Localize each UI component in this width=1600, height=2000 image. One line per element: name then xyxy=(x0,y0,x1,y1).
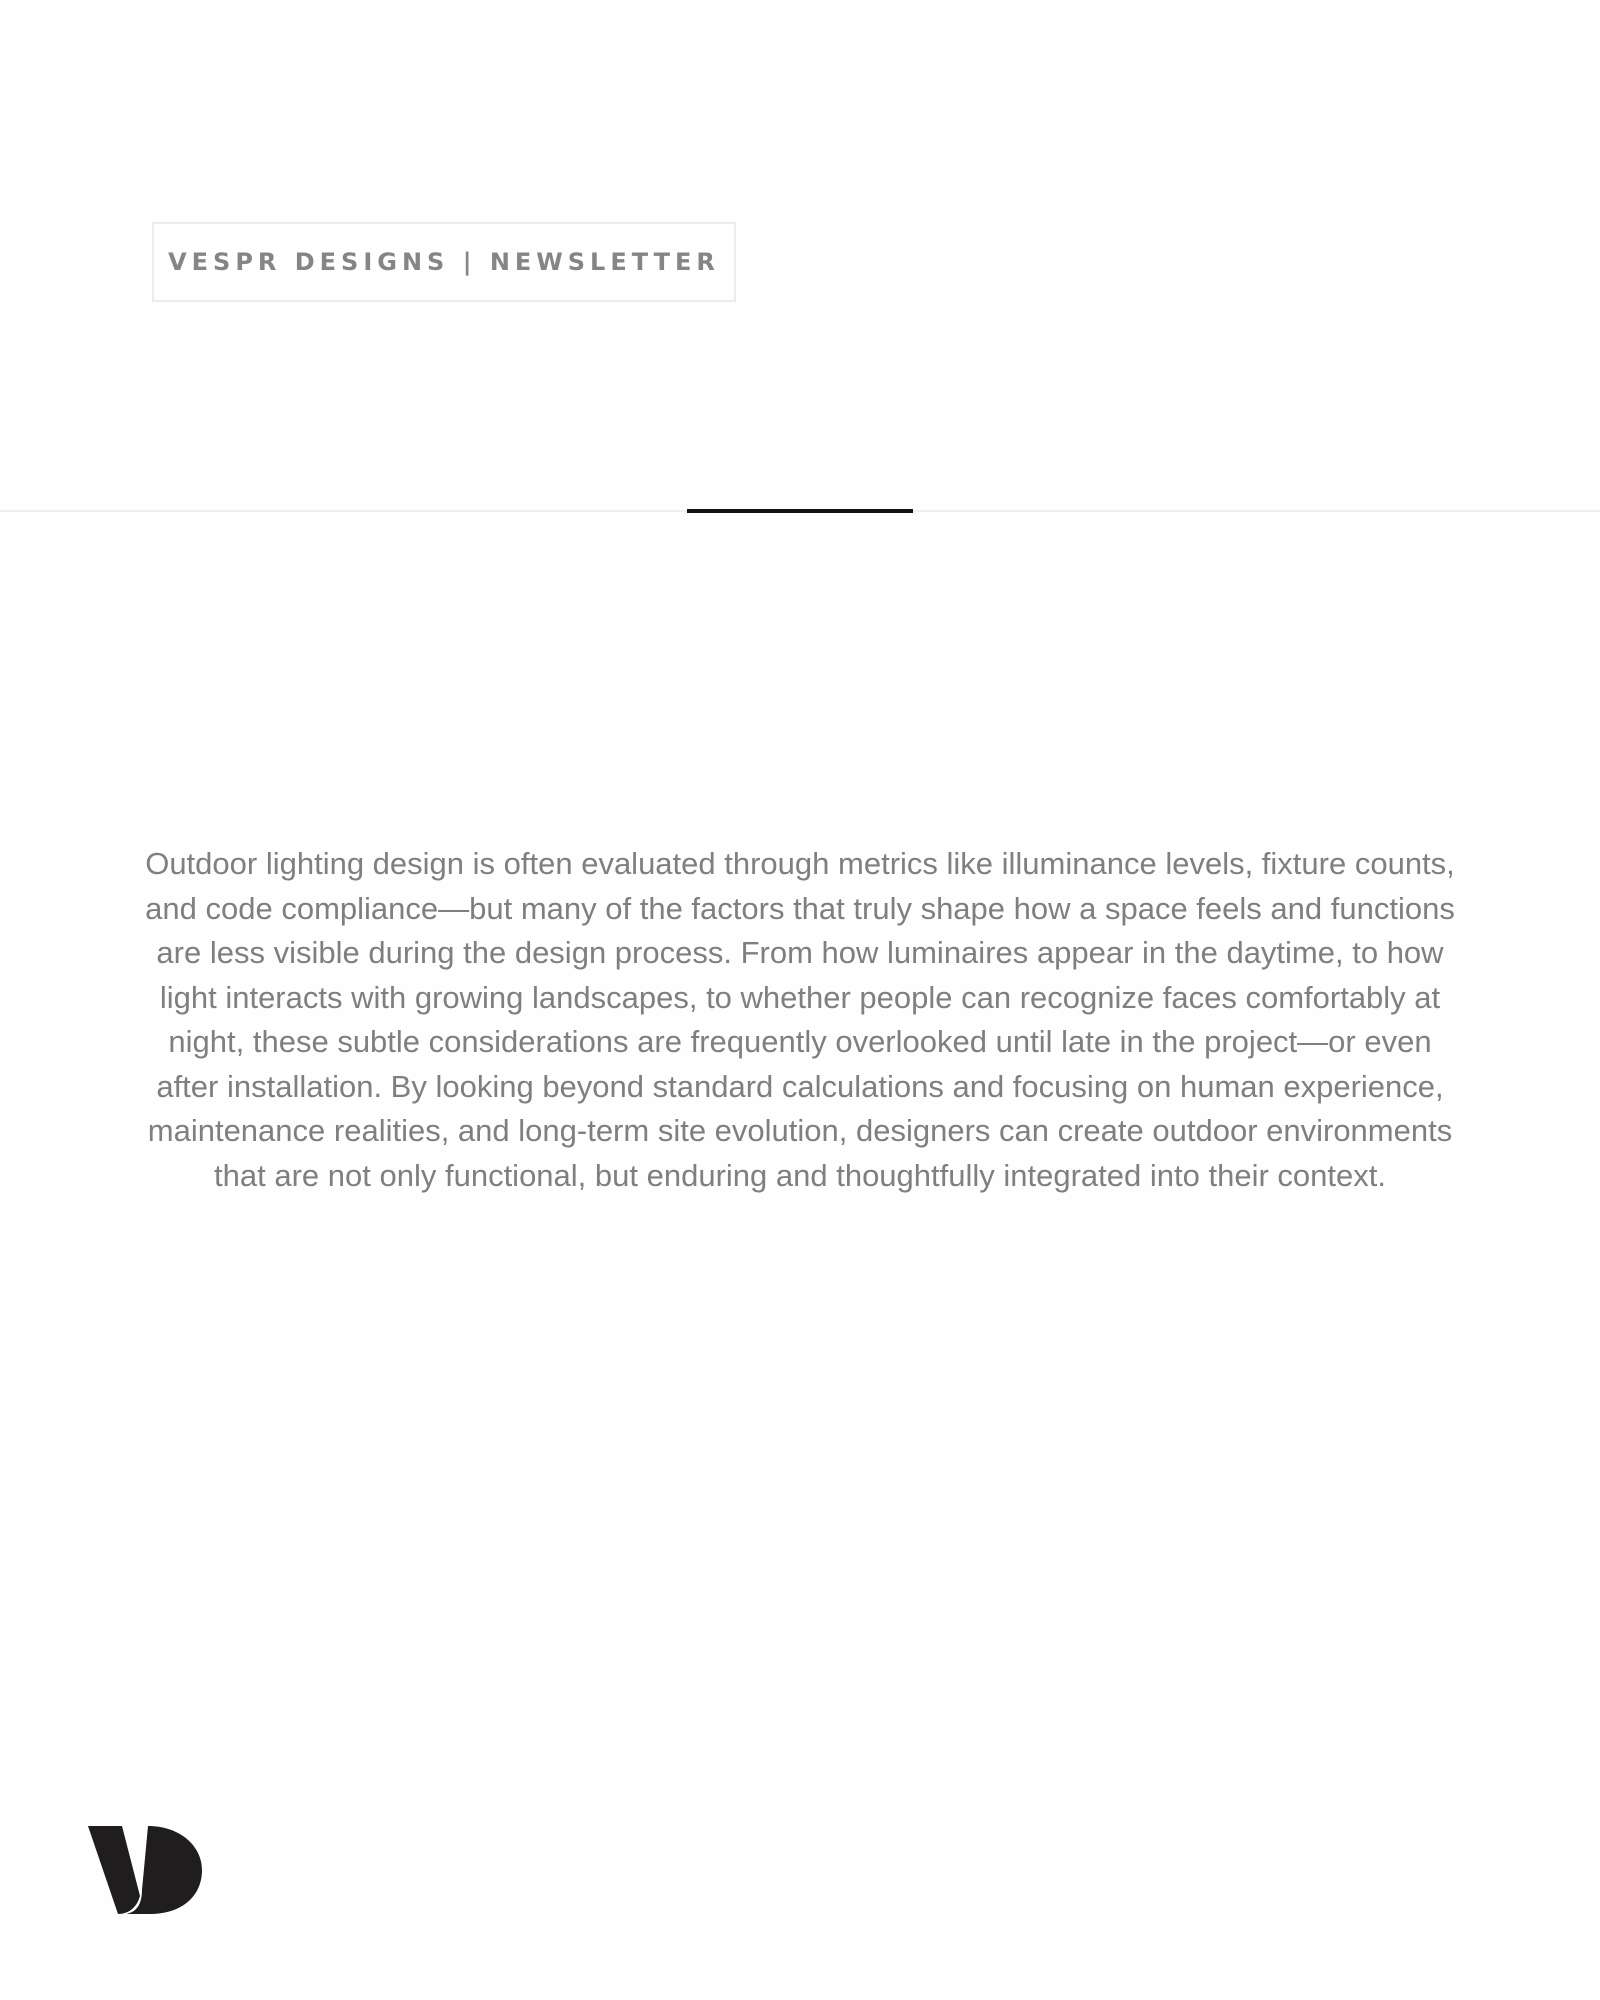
intro-paragraph: Outdoor lighting design is often evaluated through metrics like illuminance levels, fixture counts, and code compliance—but many of the factors that truly shape how a space feels and functions are less visible during the design process. From how luminaires appear in the daytime, to how light interacts with growing landscapes, to whether people can recognize faces comfortably at night, these subtle considerations are frequently overlooked until late in the project—or even after installation. By looking beyond standard calculations and focusing on human experience, maintenance realities, and long-term site evolution, designers can create outdoor environments that are not only functional, but enduring and thoughtfully integrated into their context. xyxy=(145,846,1455,1193)
section-divider-accent xyxy=(687,509,913,513)
vespr-logo-icon xyxy=(88,1826,204,1914)
newsletter-header-badge: VESPR DESIGNS | NEWSLETTER xyxy=(152,222,736,302)
